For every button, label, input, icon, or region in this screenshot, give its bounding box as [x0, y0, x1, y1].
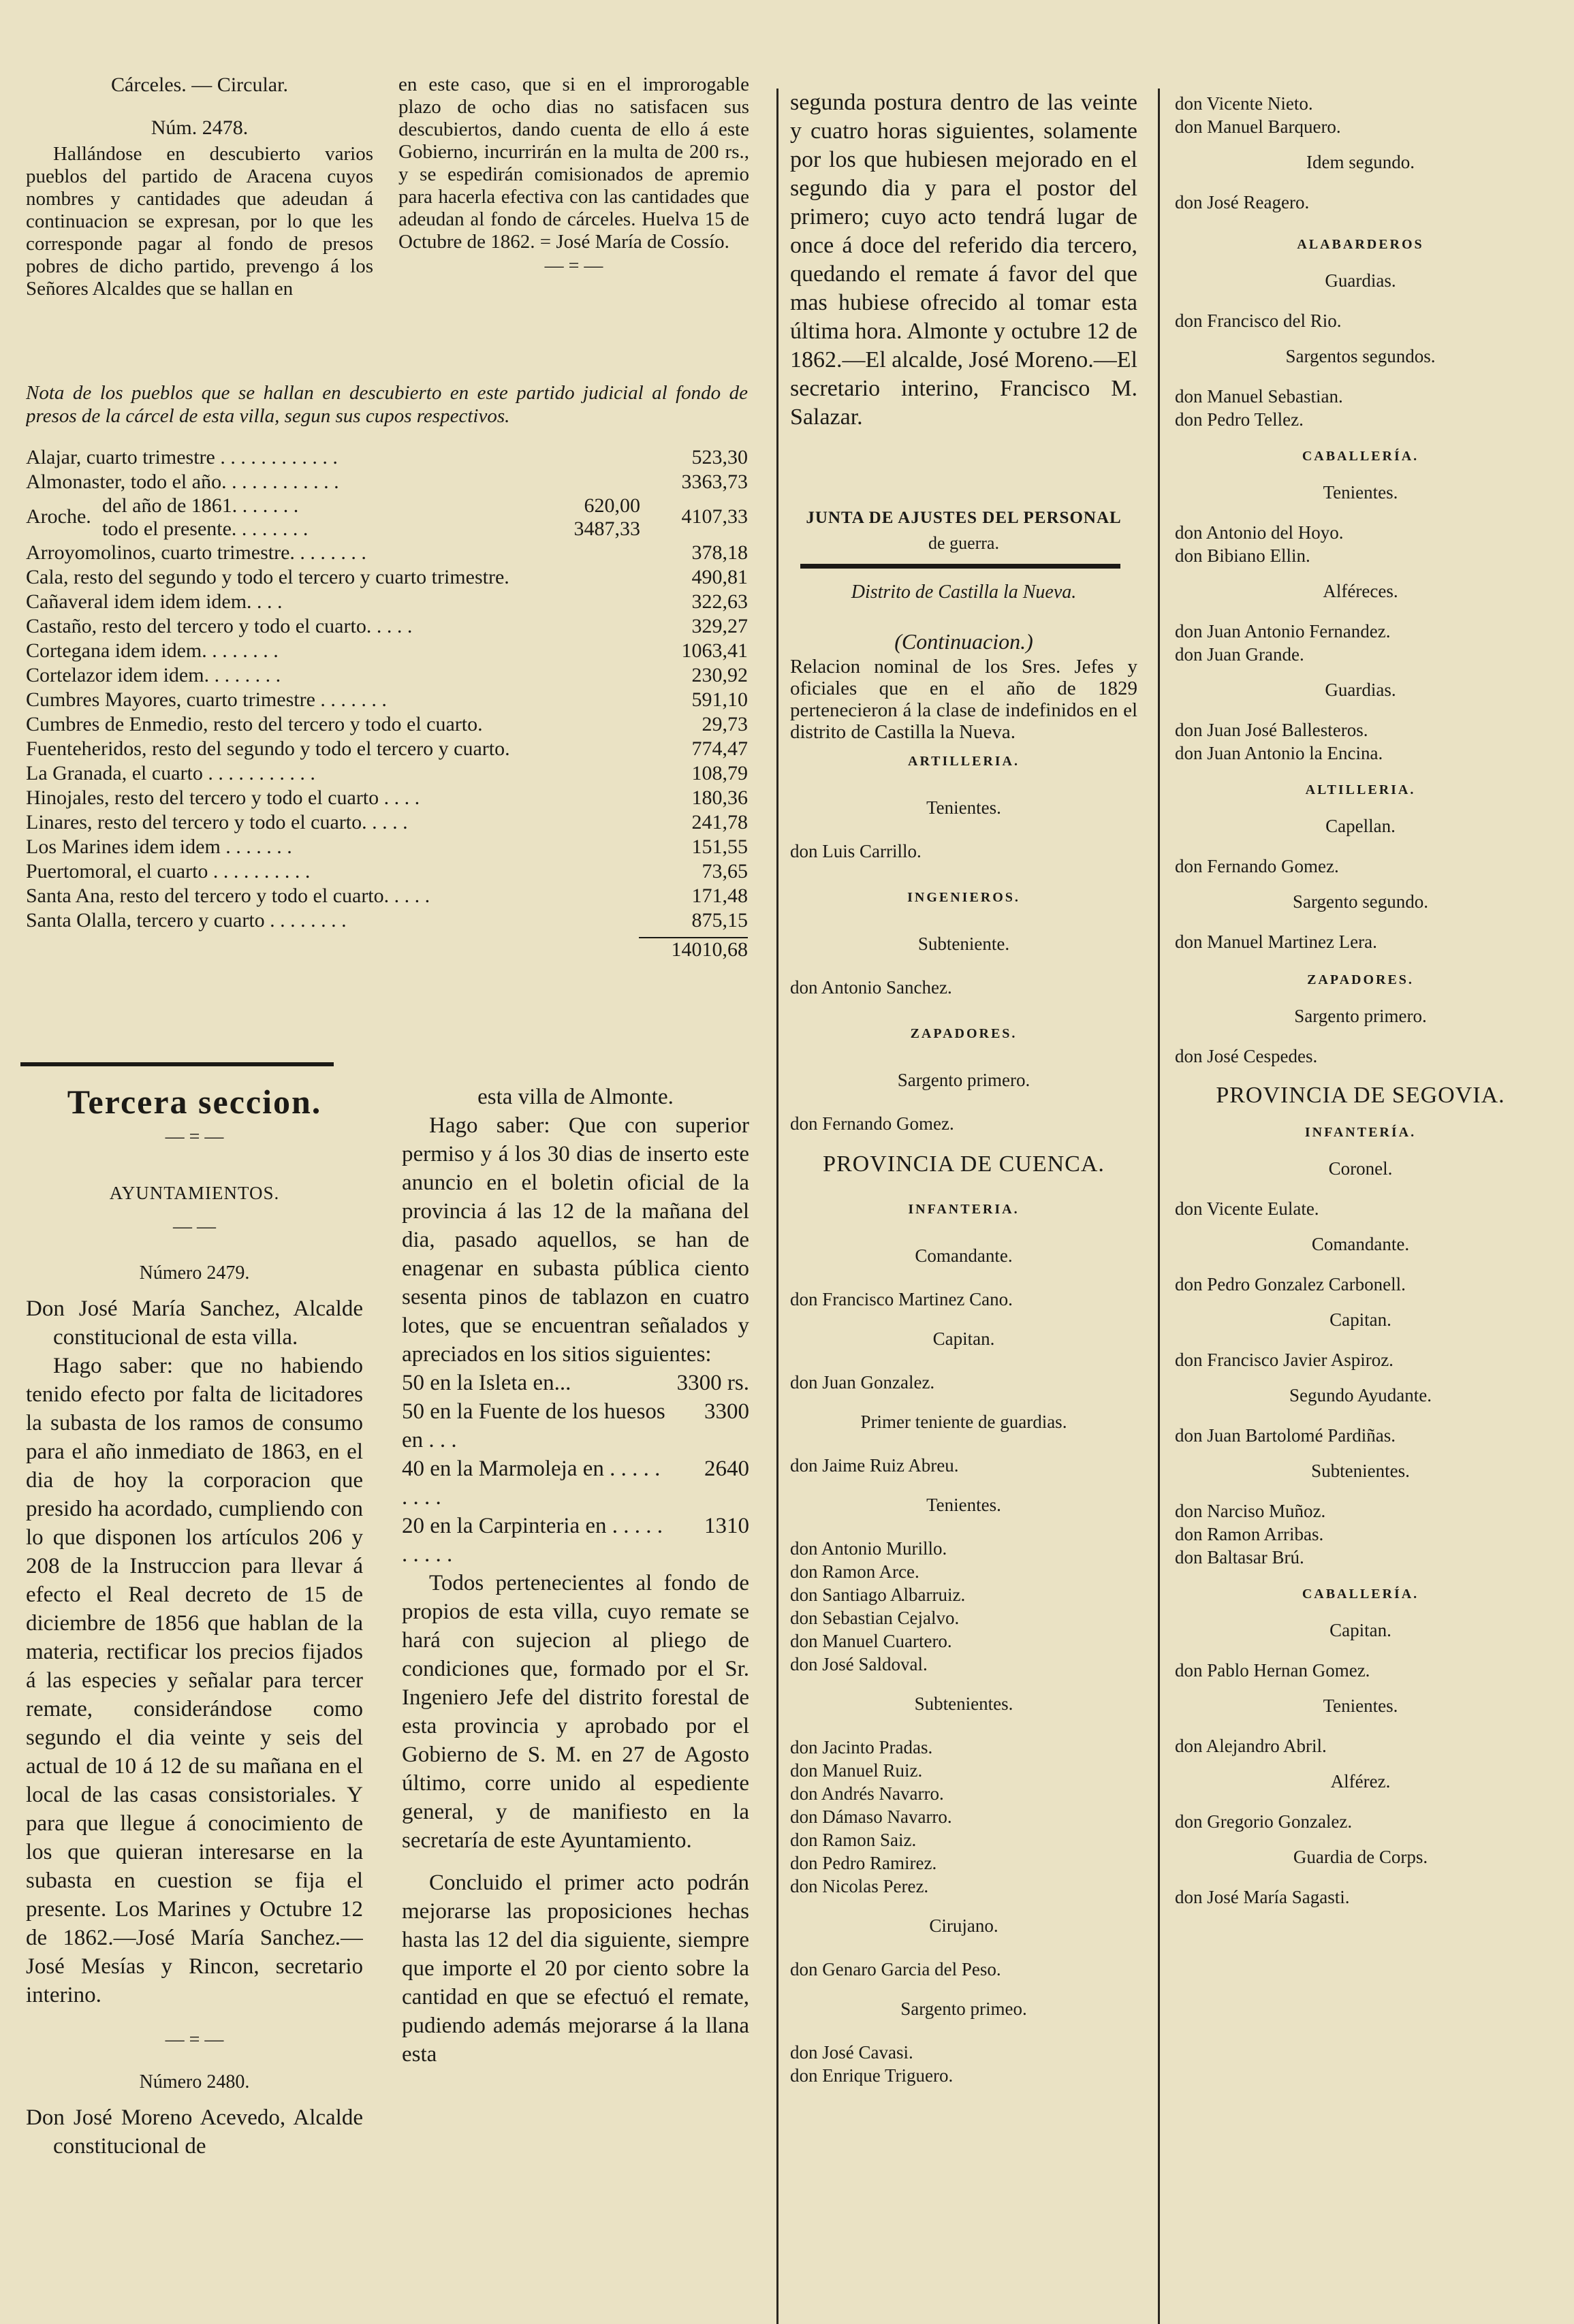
ayuntamientos-heading: AYUNTAMIENTOS.	[109, 1183, 280, 1203]
row-label: Castaño, resto del tercero y todo el cuarto. . . . .	[26, 615, 413, 637]
almonte-continuation: segunda postura dentro de las veinte y cuatro horas siguientes, solamente por los que hubiesen mejorado en el segundo dia y para el postor del primero; cuyo acto tendrá lugar de once á doce del referido dia tercero, quedando el remate á favor del que mas hubiese ofrecido al tomar esta última hora. Almonte y octubre 12 de 1862.—El alcalde, José Moreno.—El secretario interino, Francisco M. Salazar.	[790, 90, 1137, 430]
officer-name: don Santiago Albarruiz.	[790, 1585, 966, 1605]
rank-tenientes: Tenientes.	[926, 797, 1001, 818]
row-label: Alajar, cuarto trimestre . . . . . . . . . . . .	[26, 446, 338, 468]
heading-provincia-segovia: PROVINCIA DE SEGOVIA.	[1216, 1083, 1505, 1108]
officer-name: don Luis Carrillo.	[790, 841, 922, 861]
rank-guardia-de-corps: Guardia de Corps.	[1293, 1847, 1428, 1867]
circular-body-cont: en este caso, que si en el improrogable plazo de ocho dias no satisfacen sus descubiertos, dando cuenta de ello á este Gobierno, incurrirán en la multa de 200 rs., y se espedirán comisionados de apremio para hacerla efectiva con las cantidades que adeudan al fondo de cárceles. Huelva 15 de Octubre de 1862. = José María de Cossío.	[398, 74, 749, 253]
row-amount: 1063,41	[681, 639, 748, 662]
lot-label: 50 en la Fuente de los huesos en . . .	[402, 1399, 665, 1452]
almonte-notice	[402, 1083, 749, 2069]
officer-name: don Manuel Barquero.	[1175, 116, 1341, 137]
officer-name: don Vicente Eulate.	[1175, 1198, 1319, 1219]
officer-name: don Alejandro Abril.	[1175, 1736, 1327, 1756]
rank-comandante: Comandante.	[1311, 1234, 1410, 1254]
row-amount: 490,81	[691, 566, 748, 588]
rank-sargento-primero: Sargento primero.	[897, 1070, 1030, 1090]
officer-name: don Baltasar Brú.	[1175, 1547, 1304, 1567]
rank-segundo-ayudante: Segundo Ayudante.	[1289, 1385, 1432, 1405]
heading-artilleria: ARTILLERIA.	[908, 754, 1020, 769]
almonte-intro: esta villa de Almonte.	[477, 1085, 674, 1109]
officer-name: don Gregorio Gonzalez.	[1175, 1811, 1353, 1832]
officer-name: don José María Sagasti.	[1175, 1887, 1350, 1907]
officer-name: don Sebastian Cejalvo.	[790, 1608, 960, 1628]
row-label: Cala, resto del segundo y todo el tercero y cuarto trimestre.	[26, 566, 509, 588]
notice-number-2480: Número 2480.	[139, 2071, 250, 2092]
table-row	[26, 761, 748, 786]
row-label: Cortelazor idem idem. . . . . . . .	[26, 664, 281, 686]
row-amount: 3363,73	[681, 471, 748, 493]
officer-name: don Ramon Saiz.	[790, 1830, 917, 1850]
table-row	[26, 445, 748, 470]
column-3	[790, 89, 1137, 2087]
row-amount: 329,27	[691, 615, 748, 637]
officer-name: don José Saldoval.	[790, 1654, 928, 1674]
row-amount: 620,00	[584, 494, 640, 517]
heading-ingenieros: INGENIEROS.	[907, 890, 1020, 905]
rank-comandante: Comandante.	[915, 1245, 1013, 1266]
row-amount: 322,63	[691, 590, 748, 613]
officer-name: don Ramon Arribas.	[1175, 1524, 1324, 1544]
lot-amount: 3300	[704, 1399, 749, 1424]
names-group	[1175, 1499, 1546, 1569]
heading-zapadores: ZAPADORES.	[1307, 972, 1414, 987]
aroche-label: Aroche.	[26, 505, 91, 528]
officer-name: don Pedro Gonzalez Carbonell.	[1175, 1274, 1406, 1294]
officer-name: don José Reagero.	[1175, 192, 1310, 212]
officer-name: don Fernando Gomez.	[790, 1113, 954, 1134]
row-amount: 241,78	[691, 811, 748, 833]
almonte-body-2: Todos pertenecientes al fondo de propios de esta villa, cuyo remate se hará con sujecion al pliego de condiciones que, formado por el Sr. Ingeniero Jefe del distrito forestal de esta provincia y aprobado por el Gobierno de S. M. en 27 de Agosto último, corre unido al espediente general, y de manifiesto en la secretaría de este Ayuntamiento.	[402, 1571, 749, 1853]
table-row	[26, 712, 748, 737]
nota-rows-1	[26, 445, 748, 494]
continuacion: (Continuacion.)	[894, 629, 1033, 654]
names-group	[1175, 385, 1546, 431]
officer-name: don Jacinto Pradas.	[790, 1737, 933, 1757]
notice-number-2479: Número 2479.	[139, 1262, 250, 1284]
rank-sargento-segundo: Sargento segundo.	[1293, 891, 1428, 912]
lot-item	[402, 1454, 749, 1512]
lot-label: 20 en la Carpinteria en . . . . . . . . . .	[402, 1514, 663, 1567]
table-row	[26, 859, 748, 884]
heading-zapadores: ZAPADORES.	[910, 1026, 1018, 1041]
distrito-title: Distrito de Castilla la Nueva.	[851, 582, 1077, 603]
separator: — = —	[165, 1126, 224, 1147]
row-label: Linares, resto del tercero y todo el cuarto. . . . .	[26, 811, 408, 833]
table-row	[26, 639, 748, 663]
row-label: Cumbres Mayores, cuarto trimestre . . . . . . .	[26, 688, 387, 711]
names-group	[1175, 521, 1546, 567]
tercera-seccion	[26, 1072, 363, 2161]
rank-sargentos-segundos: Sargentos segundos.	[1285, 346, 1436, 366]
lot-label: 40 en la Marmoleja en . . . . . . . . .	[402, 1457, 661, 1510]
table-row	[26, 590, 748, 614]
row-label: del año de 1861. . . . . . .	[102, 494, 299, 517]
column-4	[1175, 92, 1546, 1909]
rank-guardias: Guardias.	[1325, 680, 1396, 700]
column-rule-2	[1158, 89, 1160, 2324]
nota-total: 14010,68	[639, 937, 748, 961]
officer-name: don Ramon Arce.	[790, 1561, 919, 1582]
officer-name: don Manuel Sebastian.	[1175, 386, 1343, 407]
rank-cirujano: Cirujano.	[929, 1915, 998, 1936]
section-title: Tercera seccion.	[67, 1083, 322, 1121]
rank-tenientes: Tenientes.	[1323, 482, 1398, 503]
row-amount: 180,36	[691, 786, 748, 809]
separator: — = —	[544, 255, 603, 276]
officer-name: don Antonio Sanchez.	[790, 977, 952, 998]
rank-tenientes: Tenientes.	[926, 1495, 1001, 1515]
lot-label: 50 en la Isleta en...	[402, 1371, 571, 1395]
lots-list	[402, 1369, 749, 1569]
officer-name: don Francisco del Rio.	[1175, 311, 1342, 331]
row-label: Santa Ana, resto del tercero y todo el cuarto. . . . .	[26, 885, 430, 907]
rank-coronel: Coronel.	[1328, 1158, 1393, 1179]
officer-name: don Enrique Triguero.	[790, 2065, 954, 2086]
officer-name: don Francisco Javier Aspiroz.	[1175, 1350, 1394, 1370]
row-label: Puertomoral, el cuarto . . . . . . . . . .	[26, 860, 311, 882]
junta-title: JUNTA DE AJUSTES DEL PERSONAL	[806, 509, 1122, 527]
row-amount: 171,48	[691, 885, 748, 907]
table-row	[26, 614, 748, 639]
notice-2479-body: Hago saber: que no habiendo tenido efecto por falta de licitadores la subasta de los ramos de consumo para el año inmediato de 1863, en el dia de hoy la corporacion que presido ha acordado, cumpliendo con lo que disponen los artículos 206 y 208 de la Instruccion para llevar á efecto el Real decreto de 15 de diciembre de 1856 que hablan de la materia, rectificar los precios fijados á las especies y señalar para tercer remate, considerándose como segundo el dia veinte y seis del actual de 10 á 12 de su mañana en el local de las casas consistoriales. Y para que llegue á conocimiento de los que quieran interesarse en la subasta en cuestion se fija el presente. Los Marines y Octubre 12 de 1862.—José María Sanchez.—José Mesías y Rincon, secretario interino.	[26, 1354, 363, 2007]
officer-name: don Manuel Ruiz.	[790, 1760, 923, 1781]
row-label: Hinojales, resto del tercero y todo el cuarto . . . .	[26, 786, 420, 809]
row-amount: 29,73	[702, 713, 748, 735]
lot-item	[402, 1369, 749, 1397]
officer-name: don José Cespedes.	[1175, 1046, 1318, 1066]
tenientes-list	[790, 1537, 1137, 1676]
rank-subtenientes: Subtenientes.	[1311, 1461, 1410, 1481]
lot-amount: 2640	[704, 1457, 749, 1481]
rank-guardias: Guardias.	[1325, 270, 1396, 291]
table-row	[26, 565, 748, 590]
officer-name: don José Cavasi.	[790, 2042, 913, 2063]
row-amount: 523,30	[691, 446, 748, 468]
circular-heading: Cárceles. — Circular.	[111, 74, 288, 96]
officer-name: don Jaime Ruiz Abreu.	[790, 1455, 959, 1476]
aroche-amount: 4107,33	[681, 505, 748, 528]
rank-primer-teniente: Primer teniente de guardias.	[860, 1412, 1067, 1432]
row-label: Arroyomolinos, cuarto trimestre. . . . . . . .	[26, 541, 366, 564]
heading-infanteria: INFANTERÍA.	[1304, 1125, 1417, 1140]
row-label: Los Marines idem idem . . . . . . .	[26, 835, 292, 858]
row-label: Cumbres de Enmedio, resto del tercero y todo el cuarto.	[26, 713, 483, 735]
heading-infanteria: INFANTERIA.	[908, 1202, 1020, 1217]
separator: — —	[173, 1216, 216, 1237]
lot-item	[402, 1397, 749, 1454]
officer-name: don Bibiano Ellin.	[1175, 545, 1310, 566]
officer-name: don Juan Antonio la Encina.	[1175, 743, 1383, 763]
table-row	[26, 786, 748, 810]
row-amount: 73,65	[702, 860, 748, 882]
nota-table	[26, 381, 748, 961]
table-row	[26, 884, 748, 908]
heading-provincia-cuenca: PROVINCIA DE CUENCA.	[823, 1151, 1105, 1177]
row-label: Cortegana idem idem. . . . . . . .	[26, 639, 279, 662]
table-row	[26, 663, 748, 688]
row-amount: 3487,33	[573, 518, 640, 540]
aroche-sub	[102, 494, 640, 541]
rank-sargento-primero: Sargento primero.	[1294, 1006, 1427, 1026]
heading-altilleria: ALTILLERIA.	[1305, 782, 1416, 797]
aroche-block	[26, 494, 748, 541]
officer-name: don Francisco Martinez Cano.	[790, 1289, 1013, 1309]
row-amount: 151,55	[691, 835, 748, 858]
table-row	[26, 908, 748, 933]
table-row	[102, 518, 640, 541]
officer-name: don Juan José Ballesteros.	[1175, 720, 1368, 740]
officer-name: don Antonio Murillo.	[790, 1538, 947, 1559]
officer-name: don Pablo Hernan Gomez.	[1175, 1660, 1370, 1681]
table-row	[102, 494, 640, 518]
officer-name: don Nicolas Perez.	[790, 1876, 929, 1896]
section-rule-left	[20, 1062, 334, 1066]
heading-alabarderos: ALABARDEROS	[1297, 237, 1424, 252]
officer-name: don Pedro Ramirez.	[790, 1853, 937, 1873]
officer-name: don Manuel Martinez Lera.	[1175, 932, 1377, 952]
officer-name: don Vicente Nieto.	[1175, 93, 1313, 114]
row-label: La Granada, el cuarto . . . . . . . . . . .	[26, 762, 315, 784]
row-label: Santa Olalla, tercero y cuarto . . . . . . . .	[26, 909, 347, 932]
almonte-body: Hago saber: Que con superior permiso y á los 30 dias de inserto este anuncio en el boletin oficial de la provincia á las 12 de la mañana del dia, pasado aquellos, se han de enagenar en subasta pública ciento sesenta pinos de tablazon en cuatro lotes, que se encuentran señalados y apreciados en los sitios siguientes:	[402, 1113, 749, 1367]
row-label: Fuenteheridos, resto del segundo y todo el tercero y cuarto.	[26, 737, 510, 760]
officer-name: don Manuel Cuartero.	[790, 1631, 952, 1651]
relacion-text: Relacion nominal de los Sres. Jefes y oficiales que en el año de 1829 pertenecieron á la clase de indefinidos en el distrito de Castilla la Nueva.	[790, 656, 1137, 743]
row-amount: 591,10	[691, 688, 748, 711]
officer-name: don Dámaso Navarro.	[790, 1806, 952, 1827]
row-amount: 875,15	[691, 909, 748, 932]
rank-capitan: Capitan.	[932, 1328, 995, 1349]
notice-2479-intro: Don José María Sanchez, Alcalde constitucional de esta villa.	[26, 1296, 363, 1350]
rank-capitan: Capitan.	[1329, 1620, 1391, 1640]
names-group	[1175, 620, 1546, 666]
table-row	[26, 737, 748, 761]
nota-caption: Nota de los pueblos que se hallan en descubierto en este partido judicial al fondo de presos de la cárcel de esta villa, segun sus cupos respectivos.	[26, 382, 748, 427]
rank-alfereces: Alféreces.	[1323, 581, 1398, 601]
officer-name: don Narciso Muñoz.	[1175, 1501, 1326, 1521]
separator: — = —	[165, 2029, 224, 2050]
row-label: Cañaveral idem idem idem. . . .	[26, 590, 283, 613]
officer-name: don Andrés Navarro.	[790, 1783, 944, 1804]
rank-capellan: Capellan.	[1325, 816, 1396, 836]
table-row	[26, 810, 748, 835]
junta-subtitle: de guerra.	[928, 533, 999, 553]
rank-tenientes: Tenientes.	[1323, 1696, 1398, 1716]
lot-item	[402, 1512, 749, 1569]
subtenientes-list	[790, 1736, 1137, 1898]
rank-capitan: Capitan.	[1329, 1309, 1391, 1330]
officer-name: don Genaro Garcia del Peso.	[790, 1959, 1001, 1979]
circular-continuation	[398, 74, 749, 280]
row-amount: 230,92	[691, 664, 748, 686]
table-row	[26, 835, 748, 859]
row-amount: 378,18	[691, 541, 748, 564]
heading-caballeria: CABALLERÍA.	[1302, 1587, 1419, 1602]
rank-subteniente: Subteniente.	[917, 934, 1010, 954]
officer-name: don Juan Antonio Fernandez.	[1175, 621, 1391, 641]
table-row	[26, 688, 748, 712]
officer-name: don Juan Grande.	[1175, 644, 1304, 665]
circular-number: Núm. 2478.	[151, 116, 249, 139]
officer-name: don Pedro Tellez.	[1175, 409, 1304, 430]
rank-alferez: Alférez.	[1330, 1771, 1391, 1792]
notice-2480-intro: Don José Moreno Acevedo, Alcalde constitucional de	[26, 2105, 363, 2159]
nota-rows-2	[26, 541, 748, 933]
table-row	[26, 541, 748, 565]
circular-body: Hallándose en descubierto varios pueblos del partido de Aracena cuyos nombres y cantidades que adeudan á continuacion se expresan, por lo que les corresponde pagar al fondo de presos pobres de dicho partido, prevengo á los Señores Alcaldes que se hallan en	[26, 143, 373, 300]
row-amount: 774,47	[691, 737, 748, 760]
rank-subtenientes: Subtenientes.	[914, 1693, 1013, 1714]
row-label: Almonaster, todo el año. . . . . . . . . . . .	[26, 471, 339, 493]
names-group	[1175, 718, 1546, 765]
rank-idem-segundo: Idem segundo.	[1306, 152, 1415, 172]
almonte-body-3: Concluido el primer acto podrán mejorarse las proposiciones hechas hasta las 12 del dia siguiente, siempre que importe el 20 por ciento sobre la cantidad en que se efectuó el remate, pudiendo además mejorarse á la llana esta	[402, 1871, 749, 2067]
names-group	[1175, 92, 1546, 138]
officer-name: don Juan Gonzalez.	[790, 1372, 935, 1392]
lot-amount: 1310	[704, 1514, 749, 1538]
row-amount: 108,79	[691, 762, 748, 784]
carceles-circular	[26, 74, 373, 300]
rank-sargento-primeo: Sargento primeo.	[900, 1999, 1027, 2019]
row-label: todo el presente. . . . . . . .	[102, 518, 309, 540]
officer-name: don Antonio del Hoyo.	[1175, 522, 1344, 543]
officer-name: don Fernando Gomez.	[1175, 856, 1339, 876]
sargentos-list	[790, 2041, 1137, 2087]
officer-name: don Juan Bartolomé Pardiñas.	[1175, 1425, 1396, 1446]
lot-amount: 3300 rs.	[676, 1371, 749, 1395]
heading-caballeria: CABALLERÍA.	[1302, 449, 1419, 464]
column-rule-1	[776, 89, 778, 2324]
table-row	[26, 470, 748, 494]
